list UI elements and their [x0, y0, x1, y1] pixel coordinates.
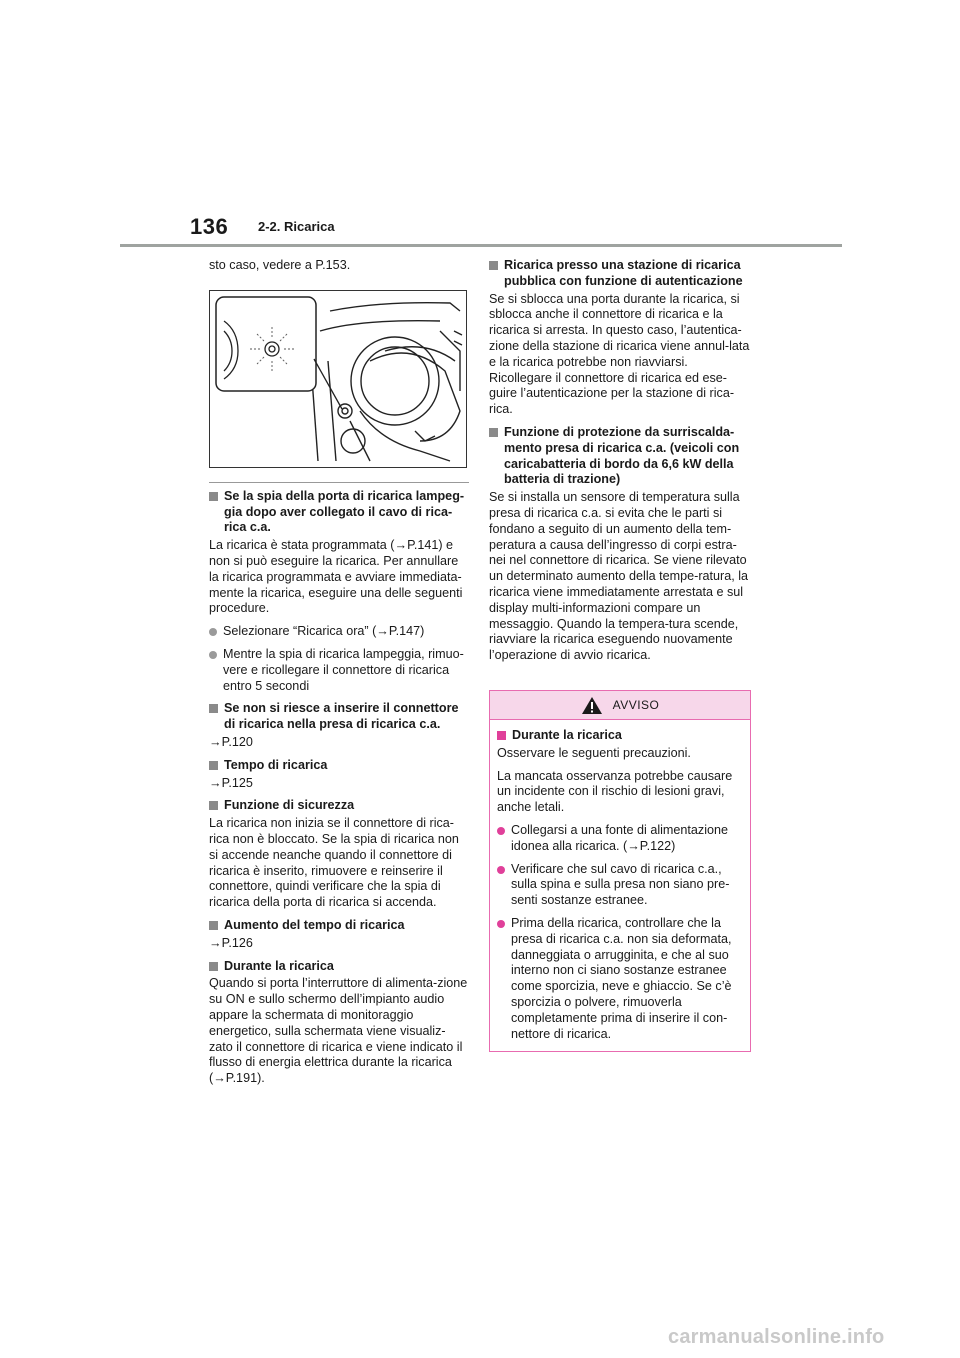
square-bullet-icon	[489, 428, 498, 437]
page-header	[0, 0, 960, 250]
square-bullet-icon	[209, 704, 218, 713]
square-bullet-icon	[209, 761, 218, 770]
warning-body	[490, 720, 750, 1042]
bullet-dot-icon	[209, 628, 217, 636]
paragraph: Se si installa un sensore di temperatura sulla presa di ricarica c.a. si evita che le parti si fondano a seguito di un aumento della tem-peratura a causa dell’ingresso di corpi estra-nei nel connettore di ricarica. Se viene rilevato un determinato aumento della tempe-ratura, la ricarica viene immediatamente arrestata e sul display multi-informazioni compare un messaggio. Quando la tempera-tura scende, riavviare la ricarica eseguendo nuovamente l’operazione di avvio ricarica.	[489, 490, 749, 663]
paragraph: La ricarica è stata programmata (→P.141) e non si può eseguire la ricarica. Per annullare la ricarica programmata e avviare immediata-mente la ricarica, eseguire una delle seguenti procedure.	[209, 538, 463, 616]
heading-stazione-pubblica: Ricarica presso una stazione di ricarica pubblica con funzione di autenticazione	[489, 258, 751, 290]
warning-box	[489, 690, 751, 1052]
warning-triangle-icon	[581, 696, 603, 715]
bullet-dot-icon	[497, 827, 505, 835]
bullet-dot-icon	[497, 920, 505, 928]
warning-title: AVVISO	[612, 698, 660, 712]
section-title: 2-2. Ricarica	[258, 219, 335, 234]
square-bullet-icon	[497, 731, 506, 740]
paragraph: Se si sblocca una porta durante la ricarica, si sblocca anche il connettore di ricarica e la ricarica si arresta. In questo caso, l’autentica-zione della stazione di ricarica viene annul-lata e la ricarica potrebbe non riavviarsi. Ricollegare il connettore di ricarica ed ese-guire l’autenticazione per la stazione di rica-rica.	[489, 291, 750, 417]
right-column	[489, 258, 751, 671]
charging-port-drawing	[210, 291, 466, 467]
list-item: Verificare che sul cavo di ricarica c.a., sulla spina e sulla presa non siano pre-senti sostanze estranee.	[497, 862, 743, 909]
left-column	[209, 258, 469, 1094]
square-bullet-icon	[489, 261, 498, 270]
list-item: Mentre la spia di ricarica lampeggia, rimuo-vere e ricollegare il connettore di ricarica entro 5 secondi	[209, 647, 469, 694]
list-item: Collegarsi a una fonte di alimentazione idonea alla ricarica. (→P.122)	[497, 823, 743, 855]
bullet-dot-icon	[497, 866, 505, 874]
page-reference: →P.120	[209, 734, 253, 749]
warning-header	[490, 691, 750, 720]
paragraph: Osservare le seguenti precauzioni.	[497, 745, 691, 760]
square-bullet-icon	[209, 962, 218, 971]
watermark: carmanualsonline.info	[668, 1326, 885, 1348]
list-item: Selezionare “Ricarica ora” (→P.147)	[209, 624, 469, 640]
heading-sicurezza: Funzione di sicurezza	[209, 798, 469, 814]
page-reference: →P.126	[209, 935, 253, 950]
intro-text: sto caso, vedere a P.153.	[209, 258, 351, 272]
page-number: 136	[190, 214, 229, 239]
heading-durante: Durante la ricarica	[209, 959, 469, 975]
paragraph: La mancata osservanza potrebbe causare un incidente con il rischio di lesioni gravi, anche letali.	[497, 768, 733, 815]
charging-port-illustration	[209, 290, 467, 468]
page-reference: →P.125	[209, 775, 253, 790]
paragraph: Quando si porta l’interruttore di alimenta-zione su ON e sullo schermo dell’impianto audio appare la schermata di monitoraggio energetico, sulla schermata viene visualiz-zato il connettore di ricarica e viene indicato il flusso di energia elettrica durante la ricarica (→P.191).	[209, 976, 468, 1086]
heading-connettore: Se non si riesce a inserire il connettore di ricarica nella presa di ricarica c.a.	[209, 701, 469, 733]
divider	[209, 482, 469, 483]
list-item: Prima della ricarica, controllare che la presa di ricarica c.a. non sia deformata, danneggiata o arrugginita, e che al suo interno non ci siano sostanze estranee come sporcizia, neve e ghiaccio. Se c’è sporcizia o polvere, rimuoverla completamente prima di inserire il con-nettore di ricarica.	[497, 916, 743, 1042]
bullet-dot-icon	[209, 651, 217, 659]
paragraph: La ricarica non inizia se il connettore di rica-rica non è bloccato. Se la spia di ricarica non si accende neanche quando il connettore di ricarica è inserito, rimuovere e reinserire il connettore, quindi verificare che la spia di ricarica della porta di ricarica si accenda.	[209, 816, 459, 910]
warning-heading: Durante la ricarica	[497, 728, 743, 744]
square-bullet-icon	[209, 492, 218, 501]
header-divider	[120, 244, 842, 247]
heading-surriscaldamento: Funzione di protezione da surriscalda-mento presa di ricarica c.a. (veicoli con caricabatteria di bordo da 6,6 kW della batteria di trazione)	[489, 425, 751, 488]
heading-spia-lampeggia: Se la spia della porta di ricarica lampeg-gia dopo aver collegato il cavo di rica-rica c.a.	[209, 489, 469, 536]
square-bullet-icon	[209, 921, 218, 930]
heading-aumento: Aumento del tempo di ricarica	[209, 918, 469, 934]
heading-tempo: Tempo di ricarica	[209, 758, 469, 774]
square-bullet-icon	[209, 801, 218, 810]
